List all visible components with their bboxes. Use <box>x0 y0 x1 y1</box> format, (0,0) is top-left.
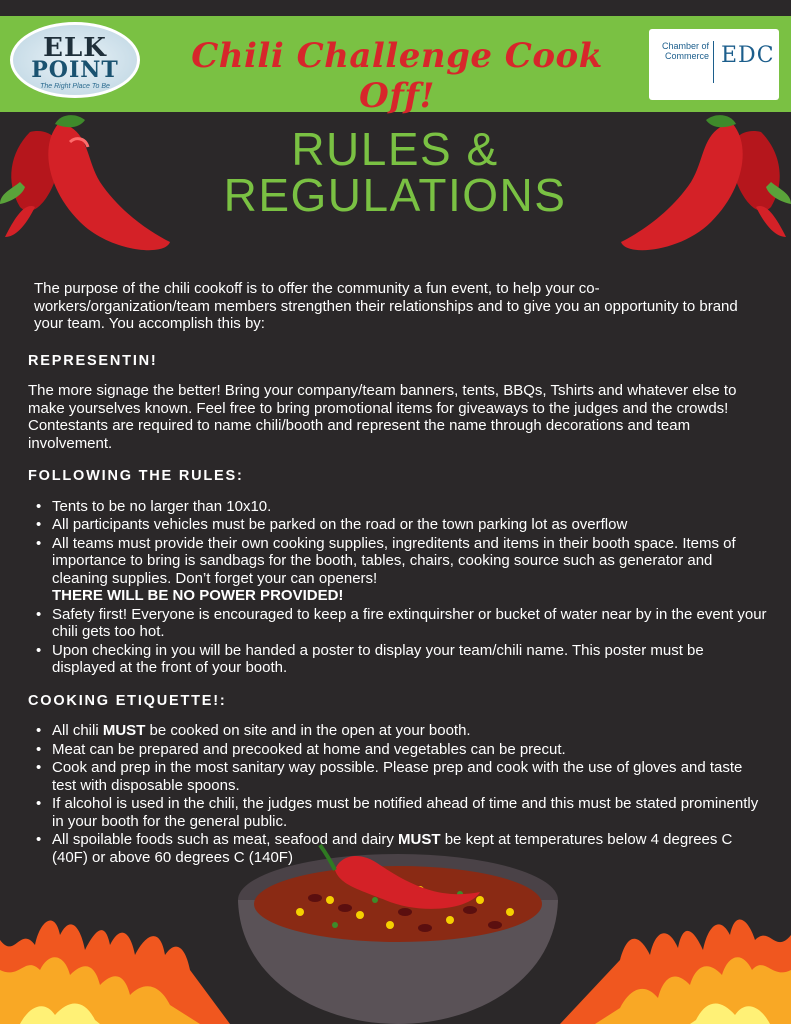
list-item: • Tents to be no larger than 10x10. <box>36 498 768 516</box>
emphasis-text: MUST <box>102 722 146 739</box>
list-item: • Safety first! Everyone is encouraged to keep a fire extinquirsher or bucket of water near by in the event your chili gets too hot. <box>36 606 768 641</box>
edc-logo-text: EDC <box>721 43 775 68</box>
intro-paragraph: The purpose of the chili cookoff is to offer the community a fun event, to help your co-workers/organization/team members strengthen their relationships and to give you an opportunity to brand your team. You accomplish this by: <box>34 280 738 332</box>
following-rules-list <box>28 498 768 677</box>
list-item-text: be kept at temperatures below 4 degrees C (40F) or above 60 degrees C (140F) <box>52 831 733 866</box>
chili-bowl-flames-illustration <box>0 830 791 1024</box>
logo-divider <box>713 41 714 83</box>
representin-paragraph: The more signage the better! Bring your company/team banners, tents, BBQs, Tshirts and whatever else to make yourselves known. Feel free to bring promotional items for giveaways to the judges and the crowds! Contestants are required to name chili/booth and represent the name through decorations and team involvement. <box>28 382 737 452</box>
list-item-text: All spoilable foods such as meat, seafood and dairy <box>52 831 399 848</box>
section-heading-representin: REPRESENTIN! <box>28 352 158 369</box>
list-item: • Upon checking in you will be handed a poster to display your team/chili name. This poster must be displayed at the front of your booth. <box>36 642 768 677</box>
list-item-text: All teams must provide their own cooking supplies, ingreditents and items in their booth space. Items of importance to bring is sandbags for the booth, tables, chairs, cooking source such as generator and cleaning supplies. Don’t forget your can openers! <box>52 534 736 587</box>
chamber-logo-text: Chamber of Commerce <box>661 41 709 61</box>
section-heading-cooking-etiquette: COOKING ETIQUETTE!: <box>28 692 227 709</box>
list-item: • Meat can be prepared and precooked at home and vegetables can be precut. <box>36 741 768 759</box>
emphasis-text: MUST <box>398 831 441 848</box>
list-item <box>36 535 768 605</box>
list-item: • All participants vehicles must be parked on the road or the town parking lot as overflow <box>36 516 768 534</box>
no-power-note: THERE WILL BE NO POWER PROVIDED! <box>52 587 344 604</box>
list-item-text: All chili <box>52 722 103 739</box>
logo-tagline: The Right Place To Be <box>40 83 110 90</box>
chamber-edc-logo <box>649 29 779 100</box>
list-item: • If alcohol is used in the chili, the judges must be notified ahead of time and this must be stated prominently in your booth for the general public. <box>36 795 768 830</box>
list-item-text: be cooked on site and in the open at your booth. <box>145 722 471 739</box>
section-heading-following-rules: FOLLOWING THE RULES: <box>28 468 244 484</box>
list-item: • Cook and prep in the most sanitary way possible. Please prep and cook with the use of gloves and taste test with disposable spoons. <box>36 759 768 794</box>
chili-peppers-right-icon <box>611 112 791 262</box>
logo-elk-text: ELK <box>43 33 107 63</box>
rules-heading-line1: RULES & <box>291 123 499 175</box>
logo-point-text: POINT <box>31 57 119 83</box>
rules-heading-line2: REGULATIONS <box>223 169 567 221</box>
rules-content <box>28 280 768 867</box>
elk-point-logo <box>10 22 140 98</box>
chili-peppers-left-icon <box>0 112 180 262</box>
list-item <box>36 722 768 740</box>
page-title: Chili Challenge Cook Off! <box>191 36 603 116</box>
